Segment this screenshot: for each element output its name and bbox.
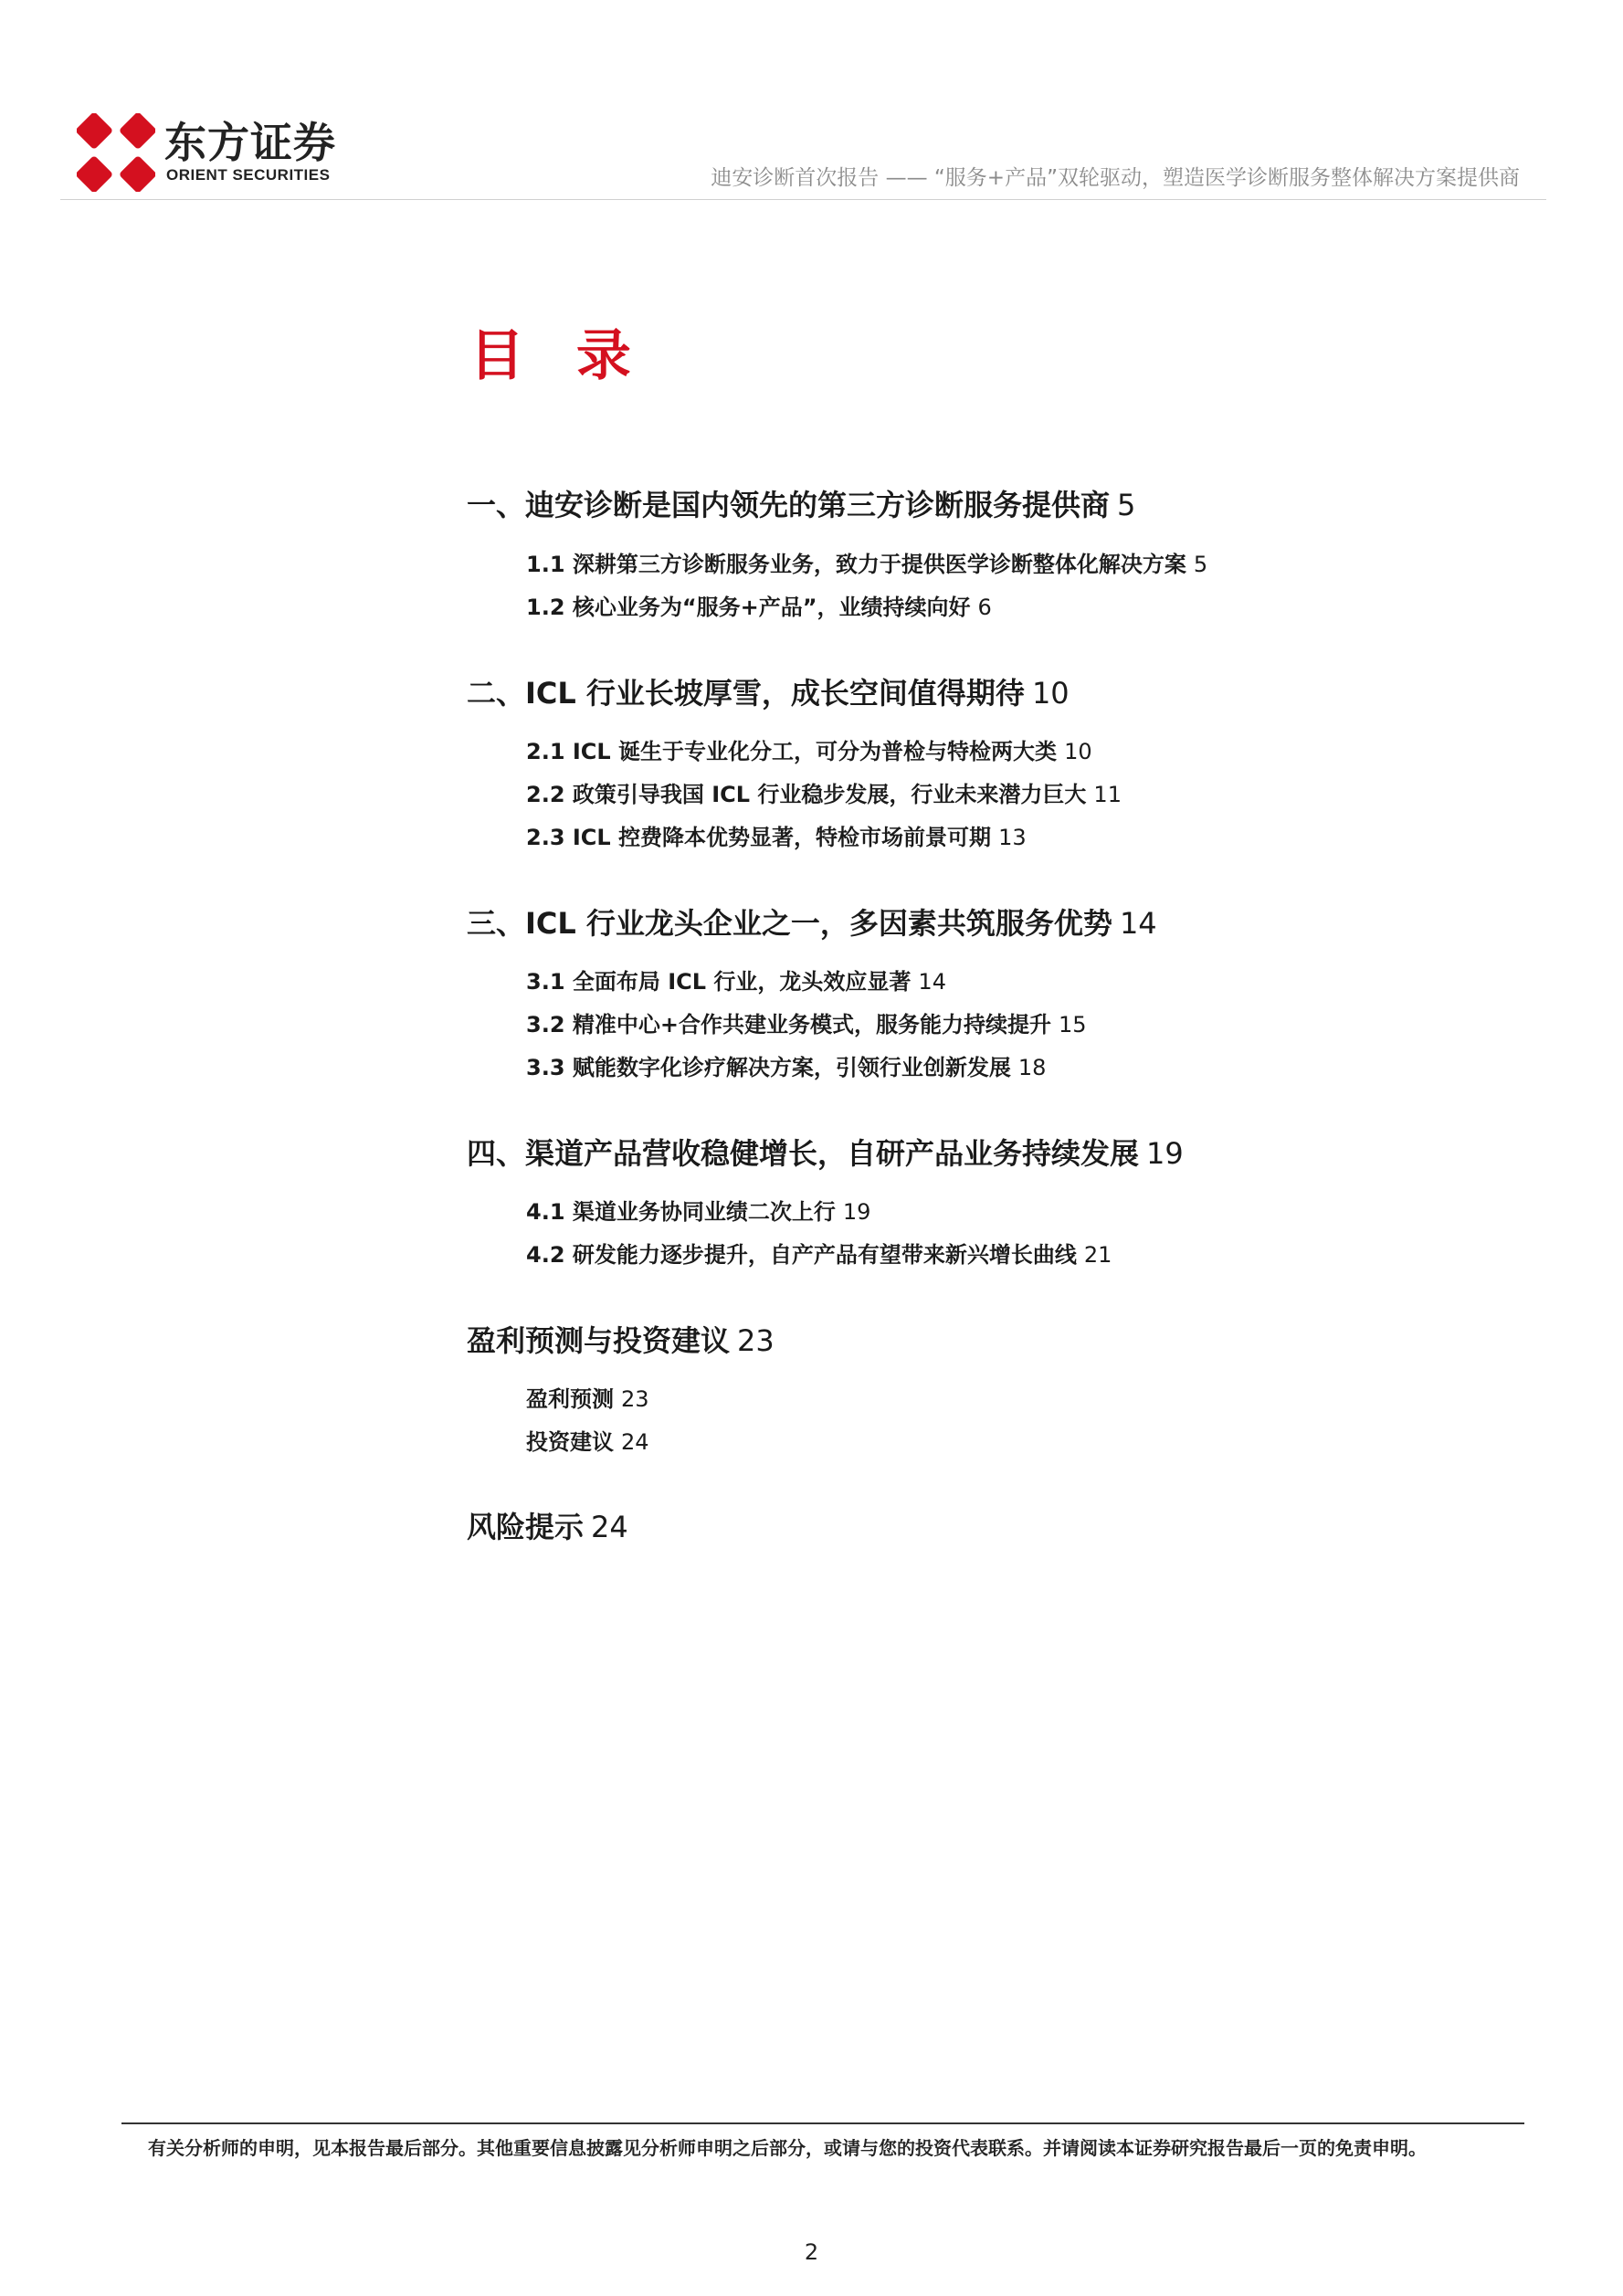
toc-entry-page: 15 — [1058, 1012, 1087, 1037]
orient-securities-logo-icon — [77, 113, 155, 192]
toc-entry-label: 3.1 全面布局 ICL 行业，龙头效应显著 — [526, 969, 912, 995]
toc-entry-label: 4.1 渠道业务协同业绩二次上行 — [526, 1199, 836, 1225]
footer-divider — [121, 2122, 1524, 2124]
toc-heading: 目 录 — [469, 324, 648, 388]
toc-entry-page: 13 — [998, 825, 1027, 850]
toc-entry-label: 3.3 赋能数字化诊疗解决方案，引领行业创新发展 — [526, 1055, 1011, 1080]
toc-entry-label: 4.2 研发能力逐步提升，自产产品有望带来新兴增长曲线 — [526, 1242, 1077, 1268]
brand-logo — [77, 113, 351, 195]
report-title: 迪安诊断首次报告 —— “服务+产品”双轮驱动，塑造医学诊断服务整体解决方案提供商 — [711, 166, 1520, 190]
toc-entry-label: 盈利预测 — [526, 1386, 614, 1412]
toc-entry-label: 盈利预测与投资建议 — [467, 1323, 731, 1358]
toc-entry-page: 23 — [621, 1386, 649, 1412]
toc-entry-label: 2.2 政策引导我国 ICL 行业稳步发展，行业未来潜力巨大 — [526, 782, 1087, 807]
toc-entry-label: 投资建议 — [526, 1429, 614, 1455]
toc-entry-label: 二、ICL 行业长坡厚雪，成长空间值得期待 — [467, 676, 1025, 711]
toc-entry-page: 24 — [591, 1510, 628, 1544]
toc-entry-label: 1.1 深耕第三方诊断服务业务，致力于提供医学诊断整体化解决方案 — [526, 552, 1186, 577]
toc-entry-page: 21 — [1083, 1242, 1112, 1268]
toc-entry-page: 19 — [1146, 1136, 1184, 1171]
toc-entry-page: 10 — [1031, 676, 1070, 711]
toc-entry-label: 三、ICL 行业龙头企业之一，多因素共筑服务优势 — [467, 906, 1112, 941]
toc-entry-label: 四、渠道产品营收稳健增长，自研产品业务持续发展 — [467, 1136, 1140, 1171]
toc-entry-page: 11 — [1093, 782, 1122, 807]
toc-entry-page: 14 — [918, 969, 946, 995]
toc-entry-label: 一、迪安诊断是国内领先的第三方诊断服务提供商 — [467, 488, 1111, 522]
toc-entry-page: 24 — [621, 1429, 649, 1455]
brand-name-cn: 东方证券 — [164, 118, 336, 167]
header-divider — [60, 199, 1546, 200]
toc-entry-page: 5 — [1193, 552, 1208, 577]
toc-entry-label: 2.1 ICL 诞生于专业化分工，可分为普检与特检两大类 — [526, 739, 1058, 764]
toc-entry-page: 18 — [1017, 1055, 1047, 1080]
toc-entry-page: 19 — [842, 1199, 871, 1225]
disclaimer-text: 有关分析师的申明，见本报告最后部分。其他重要信息披露见分析师申明之后部分，或请与您的投资代表联系。并请阅读本证券研究报告最后一页的免责申明。 — [148, 2137, 1427, 2159]
toc-entry-page: 10 — [1064, 739, 1092, 764]
toc-entry-label: 1.2 核心业务为“服务+产品”，业绩持续向好 — [526, 595, 971, 620]
toc-entry-page: 5 — [1117, 488, 1136, 522]
toc-entry-page: 14 — [1119, 906, 1157, 941]
toc-entry-page: 23 — [737, 1323, 775, 1358]
toc-entry-page: 6 — [977, 595, 992, 620]
toc-entry-label: 3.2 精准中心+合作共建业务模式，服务能力持续提升 — [526, 1012, 1051, 1037]
toc-entry-label: 风险提示 — [467, 1510, 585, 1544]
page-number: 2 — [804, 2239, 819, 2265]
toc-entry-label: 2.3 ICL 控费降本优势显著，特检市场前景可期 — [526, 825, 992, 850]
brand-name-en: ORIENT SECURITIES — [166, 166, 331, 184]
